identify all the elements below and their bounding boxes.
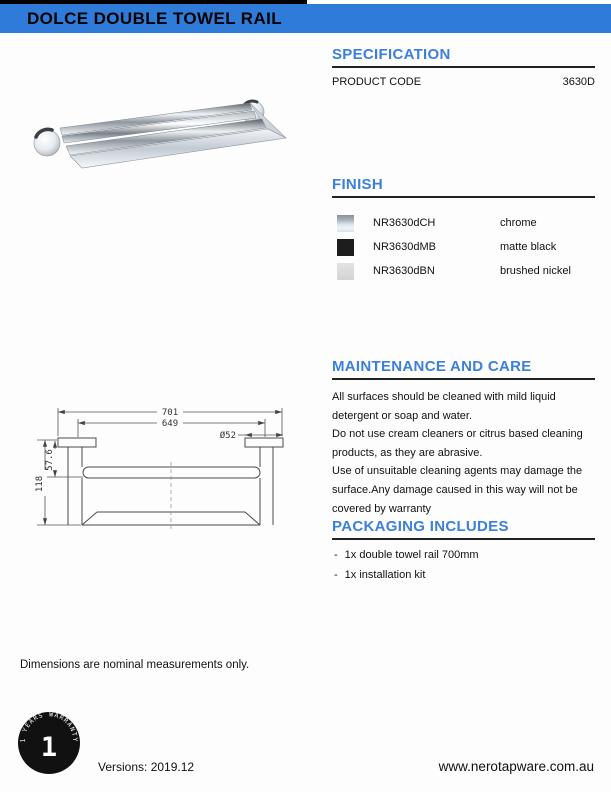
finish-code: NR3630dCH bbox=[373, 217, 436, 229]
versions-text: Versions: 2019.12 bbox=[98, 760, 195, 774]
maintenance-line: covered by warranty bbox=[332, 502, 432, 515]
packaging-item-text: 1x double towel rail 700mm bbox=[344, 549, 479, 561]
website-link[interactable]: www.nerotapware.com.au bbox=[438, 759, 594, 774]
maintenance-line: detergent or soap and water. bbox=[332, 409, 473, 422]
finish-name: matte black bbox=[500, 241, 557, 253]
finish-section bbox=[332, 176, 595, 283]
section-rule bbox=[332, 66, 595, 68]
section-rule bbox=[332, 538, 595, 540]
finish-options-list bbox=[332, 211, 595, 283]
maintenance-line: All surfaces should be cleaned with mild liquid bbox=[332, 391, 556, 403]
maintenance-line: surface.Any damage caused in this way will not be bbox=[332, 483, 578, 496]
packaging-item-text: 1x installation kit bbox=[344, 568, 426, 581]
left-mount-plate bbox=[58, 438, 96, 447]
dim-inner-width: 649 bbox=[161, 419, 179, 429]
packaging-heading: PACKAGING INCLUDES bbox=[332, 518, 509, 535]
finish-code: NR3630dBN bbox=[373, 265, 435, 277]
technical-drawing bbox=[33, 398, 295, 536]
section-rule bbox=[332, 378, 595, 380]
badge-number: 1 bbox=[40, 732, 58, 763]
chrome-swatch bbox=[337, 215, 354, 232]
section-rule bbox=[332, 196, 595, 198]
dimensions-footnote: Dimensions are nominal measurements only. bbox=[20, 659, 250, 671]
maintenance-line: Do not use cream cleaners or citrus based cleaning bbox=[332, 428, 583, 441]
top-rail bbox=[83, 467, 260, 478]
title-bar bbox=[0, 4, 611, 33]
page-title: DOLCE DOUBLE TOWEL RAIL bbox=[27, 8, 283, 28]
maintenance-line: Use of unsuitable cleaning agents may damage the bbox=[332, 465, 583, 478]
badge-arc-text: 1 YEARS WARRANTY bbox=[18, 711, 80, 743]
list-dash: - bbox=[334, 568, 338, 581]
finish-option-brushed-nickel bbox=[332, 259, 595, 283]
dim-plate-diameter: Ø52 bbox=[219, 431, 236, 441]
product-code-value: 3630D bbox=[562, 76, 595, 88]
packaging-section bbox=[332, 518, 595, 585]
dim-total-height: 118 bbox=[35, 475, 45, 493]
maintenance-text bbox=[332, 388, 595, 518]
product-code-row bbox=[332, 76, 595, 88]
finish-code: NR3630dMB bbox=[373, 241, 436, 253]
packaging-list bbox=[332, 546, 595, 585]
specification-section bbox=[332, 46, 595, 88]
brushed-nickel-swatch bbox=[337, 263, 354, 280]
finish-option-matte-black bbox=[332, 235, 595, 259]
warranty-badge bbox=[17, 711, 81, 775]
finish-name: brushed nickel bbox=[500, 265, 571, 277]
right-mount-plate bbox=[245, 438, 283, 447]
product-code-label: PRODUCT CODE bbox=[332, 76, 422, 88]
finish-heading: FINISH bbox=[332, 176, 383, 193]
towel-rail-photo-graphic bbox=[34, 101, 286, 168]
packaging-item bbox=[332, 566, 595, 586]
product-photo bbox=[30, 88, 302, 188]
maintenance-section bbox=[332, 358, 595, 518]
list-dash: - bbox=[334, 549, 338, 561]
dim-overall-width: 701 bbox=[161, 408, 179, 418]
dim-rail-offset: 57.6 bbox=[45, 449, 55, 471]
specification-heading: SPECIFICATION bbox=[332, 46, 451, 63]
matte-black-swatch bbox=[337, 239, 354, 256]
maintenance-heading: MAINTENANCE AND CARE bbox=[332, 358, 532, 375]
maintenance-line: products, as they are abrasive. bbox=[332, 446, 483, 459]
packaging-item bbox=[332, 546, 595, 566]
finish-option-chrome bbox=[332, 211, 595, 235]
finish-name: chrome bbox=[500, 217, 537, 229]
